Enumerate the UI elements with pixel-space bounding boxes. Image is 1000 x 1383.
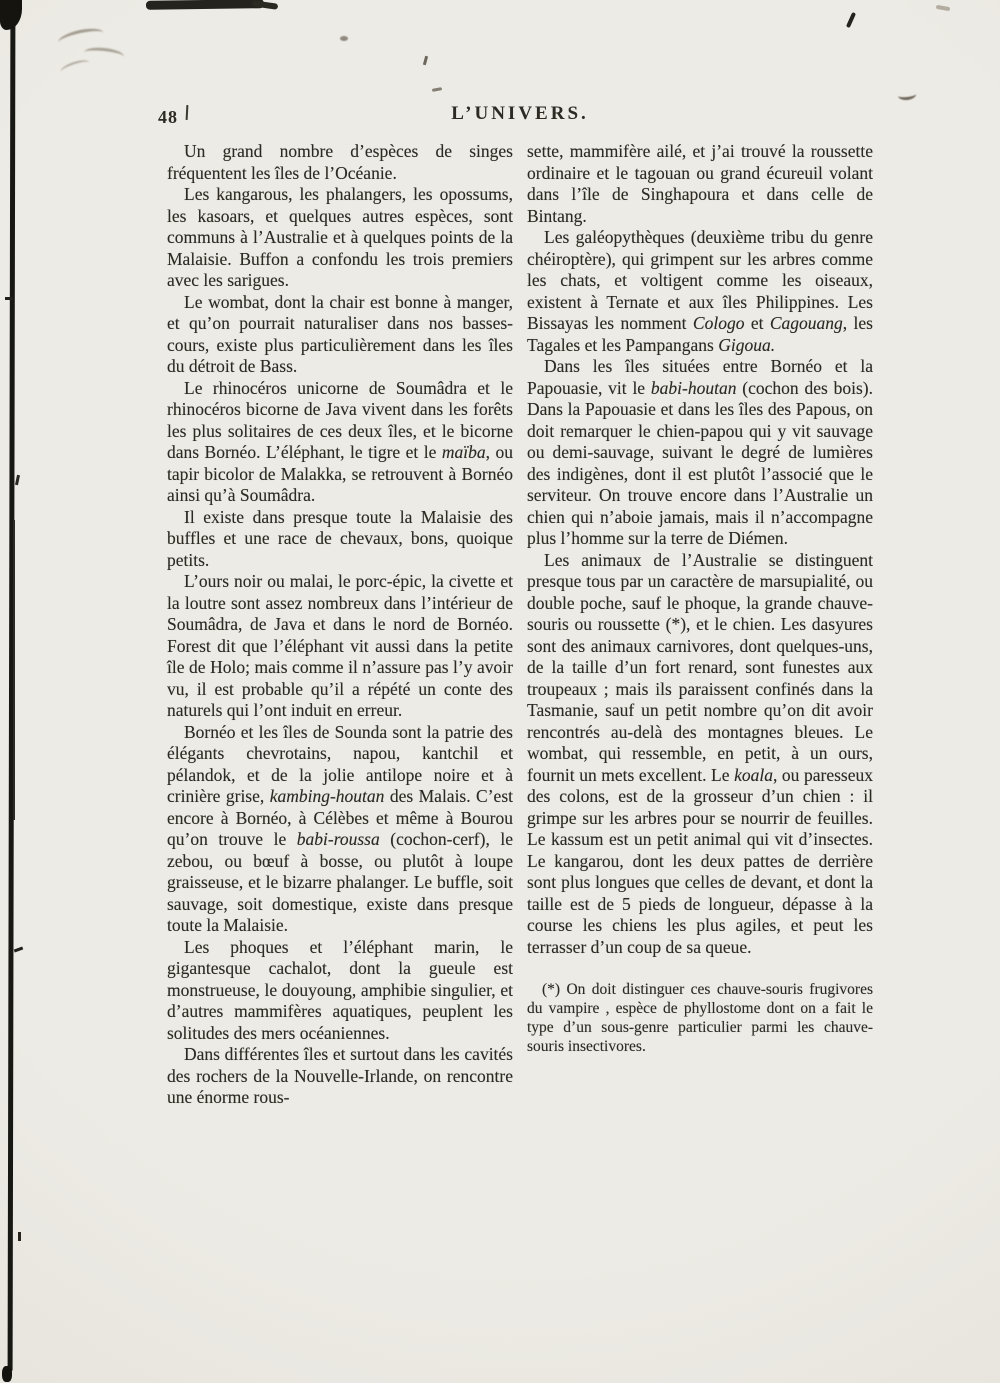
pencil-smudge [57,25,105,49]
paragraph: Le rhinocéros unicorne de Soumâdra et le rhinocéros bicorne de Java vivent dans les forêts les plus solitaires de ces deux îles, et le bicorne dans Bornéo. L’éléphant, le tigre et le maïba, ou tapir bicolor de Malakka, se retrouvent à Bornéo ainsi qu’à Soumâdra. [167,377,513,505]
corner-ink-blob [0,0,22,30]
margin-mark [15,475,20,485]
scan-speck [340,36,348,41]
footnote: (*) On doit distinguer ces chauve-souris frugivores du vampire , espèce de phyllostome dont on a fait le type d’un sous-genre particulier parmi les chauve-souris insectivores. [527,981,873,1055]
top-edge-ink-smear [146,0,264,10]
paragraph: L’ours noir ou malai, le porc-épic, la civette et la loutre sont assez nombreux dans l’intérieur de Soumâdra, de Java et dans le nord de Bornéo. Forest dit que l’éléphant vit aussi dans la petite île de Holo; mais comme il n’assure pas l’y avoir vu, il est probable qu’il a répété un conte des naturels qui l’ont induit en erreur. [167,571,513,720]
running-title: L’UNIVERS. [451,103,589,124]
scan-speck [846,12,856,28]
pencil-smudge [59,58,91,77]
scan-speck [423,56,428,65]
top-edge-ink-smear [252,0,279,10]
paragraph: Les phoques et l’éléphant marin, le gigantesque cachalot, dont la gueule est monstrueuse, le douyoung, amphibie singulier, et d’autres mammifères aquatiques, peuplent les solitudes des mers océaniennes. [167,936,513,1043]
paragraph: sette, mammifère ailé, et j’ai trouvé la roussette ordinaire et le tagouan ou grand écureuil volant dans l’île de Singhapoura et dans celle de Bintang. [527,141,873,226]
right-column-paragraphs [527,141,873,958]
left-column [167,141,513,1109]
paragraph: Les kangarous, les phalangers, les opossums, les kasoars, et quelques autres espèces, sont communs à l’Australie et à quelques points de la Malaisie. Buffon a confondu les trois premiers avec les sarigues. [167,184,513,290]
scan-speck [936,5,950,11]
right-column [527,141,873,1109]
pencil-smudge [83,46,124,63]
text-columns [167,141,873,1109]
paragraph: Les animaux de l’Australie se distinguent presque tous par un caractère de marsupialité, ou double poche, sauf le phoque, la grande chauve-souris ou roussette (*), et le chien. Les dasyures sont des animaux carnivores, dont quelques-uns, de la taille d’un fort renard, sont funestes aux troupeaux ; mais ils paraissent confinés dans la Tasmanie, sauf un petit nombre qu’on dit avoir rencontrés au-delà des montagnes bleues. Le wombat, qui ressemble, en petit, à un ours, fournit un mets excellent. Le koala, ou paresseux des colons, est de la grosseur d’un chien : il grimpe sur les arbres pour se nourrir de feuilles. Le kassum est un petit animal qui vit d’insectes. Le kangarou, dont les deux pattes de derrière sont plus longues que celles de devant, et dont la taille est de 5 pieds de longueur, dépasse à la course les chiens les plus agiles, et peut les terrasser d’un coup de sa queue. [527,549,873,957]
corner-ink-blob [2,1366,12,1382]
margin-mark [14,947,23,953]
margin-mark [18,1232,21,1241]
scan-squiggle [898,89,917,101]
margin-mark [5,297,13,300]
binding-edge-line [13,520,15,820]
paragraph: Il existe dans presque toute la Malaisie des buffles et une race de chevaux, bons, quoique petits. [167,506,513,570]
left-column-paragraphs [167,141,513,1109]
binding-edge-line [8,14,16,1372]
paragraph: Un grand nombre d’espèces de singes fréquentent les îles de l’Océanie. [167,141,513,183]
paragraph: Bornéo et les îles de Sounda sont la patrie des élégants chevrotains, napou, kantchil et pélandok, et de la jolie antilope noire et à crinière grise, kambing-houtan des Malais. C’est encore à Bornéo, à Célèbes et même à Bourou qu’on trouve le babi-roussa (cochon-cerf), le zebou, ou bœuf à bosse, ou plutôt à loupe graisseuse, et le bizarre phalanger. Le buffle, soit sauvage, soit domestique, existe dans presque toute la Malaisie. [167,721,513,935]
paragraph: Dans les îles situées entre Bornéo et la Papouasie, vit le babi-houtan (cochon des bois). Dans la Papouasie et dans les îles des Papous, on doit remarquer le chien-papou qui y vit sauvage ou demi-sauvage, suivant le degré de lumières des indigènes, dont il est plutôt l’associé que le serviteur. On trouve encore dans l’Australie un chien qui n’aboie jamais, mais il n’accompagne plus l’homme sur la terre de Diémen. [527,356,873,548]
paragraph: Dans différentes îles et surtout dans les cavités des rochers de la Nouvelle-Irlande, on rencontre une énorme rous- [167,1044,513,1107]
paragraph: Le wombat, dont la chair est bonne à manger, et qu’on pourrait naturaliser dans nos basses-cours, existe plus particulièrement dans les îles du détroit de Bass. [167,291,513,376]
page-number: 48 [158,107,178,127]
scan-speck [432,87,442,92]
paragraph: Les galéopythèques (deuxième tribu du genre chéiroptère), qui grimpent sur les arbres comme les chats, et voltigent comme les oiseaux, existent à Ternate et aux îles Philippines. Les Bissayas les nomment Cologo et Cagouang, les Tagales et les Pampangans Gigoua. [527,227,873,355]
